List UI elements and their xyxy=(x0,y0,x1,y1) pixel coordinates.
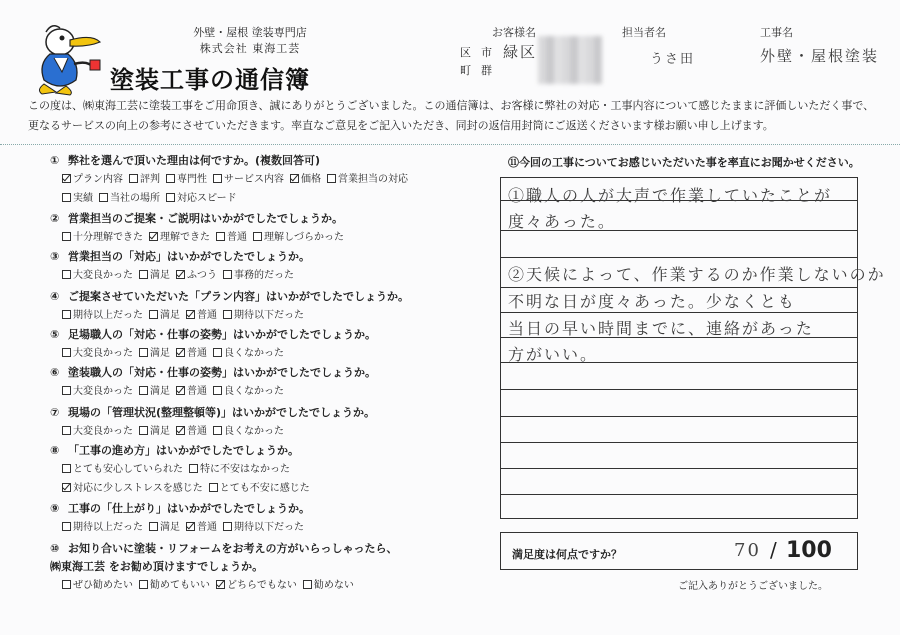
ruled-line xyxy=(500,468,858,469)
option[interactable] xyxy=(290,174,321,185)
question-number: ① xyxy=(50,154,60,167)
checked-checkbox[interactable] xyxy=(290,174,299,183)
option[interactable] xyxy=(216,232,247,243)
intro-text: この度は、㈱東海工芸に塗装工事をご用命頂き、誠にありがとうございました。この通信簿は、お客様に弊社の対応・工事内容について感じたままに評価しいただく事で、更なるサービスの向上の参考にさせていただきます。率直なご意見をご記入いただき、同封の返信用封筒にご返送くださいます様お願い申し上げます。 xyxy=(28,99,875,132)
option[interactable] xyxy=(213,174,284,185)
option[interactable] xyxy=(62,270,133,281)
company-name: 株式会社 東海工芸 xyxy=(199,42,301,55)
option-label: 期待以上だった xyxy=(73,310,143,321)
option-label: サービス内容 xyxy=(224,174,284,185)
option-row xyxy=(62,170,414,185)
option-label: 理解しづらかった xyxy=(264,232,344,243)
option-label: 普通 xyxy=(197,310,217,321)
question-number: ⑨ xyxy=(50,502,60,515)
option-row xyxy=(62,422,290,437)
checkbox[interactable] xyxy=(62,270,71,279)
ruled-line xyxy=(500,494,858,495)
question-number: ② xyxy=(50,212,60,225)
option-label: 普通 xyxy=(187,426,207,437)
question-10 xyxy=(50,540,397,556)
question-number: ④ xyxy=(50,290,60,303)
option-label: 満足 xyxy=(160,522,180,533)
option-label: ぜひ勧めたい xyxy=(73,580,133,591)
checked-checkbox[interactable] xyxy=(62,174,71,183)
option[interactable] xyxy=(166,193,237,204)
option-row xyxy=(62,460,296,475)
question-6 xyxy=(50,364,376,380)
option[interactable] xyxy=(223,270,294,281)
question-text-continued: ㈱東海工芸 をお勧め頂けますでしょうか。 xyxy=(50,560,264,573)
option[interactable] xyxy=(176,426,207,437)
question-7 xyxy=(50,404,375,420)
handwritten-line: 当日の早い時間までに、連絡があった xyxy=(508,319,814,338)
checkbox[interactable] xyxy=(223,310,232,319)
checkbox[interactable] xyxy=(62,464,71,473)
thanks-text: ご記入ありがとうございました。 xyxy=(678,581,828,592)
checkbox[interactable] xyxy=(223,270,232,279)
checked-checkbox[interactable] xyxy=(176,386,185,395)
option-label: 期待以上だった xyxy=(73,522,143,533)
option-label: 大変良かった xyxy=(73,426,133,437)
option[interactable] xyxy=(139,386,170,397)
option[interactable] xyxy=(62,464,183,475)
question-5 xyxy=(50,326,376,342)
checkbox[interactable] xyxy=(327,174,336,183)
duck-mascot-logo xyxy=(30,20,108,96)
handwritten-line: 方がいい。 xyxy=(508,345,599,364)
option[interactable] xyxy=(213,386,284,397)
question-number: ⑦ xyxy=(50,406,60,419)
option[interactable] xyxy=(149,310,180,321)
option[interactable] xyxy=(149,522,180,533)
option[interactable] xyxy=(176,386,207,397)
option-label: 価格 xyxy=(301,174,321,185)
checkbox[interactable] xyxy=(99,193,108,202)
ward-city-label: 区市 xyxy=(460,46,502,59)
checked-checkbox[interactable] xyxy=(176,348,185,357)
option-label: 普通 xyxy=(227,232,247,243)
option[interactable] xyxy=(139,580,210,591)
question-text: お知り合いに塗装・リフォームをお考えの方がいらっしゃったら、 xyxy=(68,542,398,555)
option[interactable] xyxy=(189,464,290,475)
option-label: 大変良かった xyxy=(73,386,133,397)
checked-checkbox[interactable] xyxy=(186,310,195,319)
checked-checkbox[interactable] xyxy=(176,426,185,435)
option[interactable] xyxy=(303,580,354,591)
checkbox[interactable] xyxy=(216,232,225,241)
option-label: どちらでもない xyxy=(227,580,297,591)
option[interactable] xyxy=(223,310,304,321)
redacted-customer-name xyxy=(538,36,602,84)
question-text: 弊社を選んで頂いた理由は何ですか。(複数回答可) xyxy=(68,154,321,167)
option-label: 理解できた xyxy=(160,232,210,243)
checkbox[interactable] xyxy=(166,174,175,183)
ruled-line xyxy=(500,287,858,288)
option[interactable] xyxy=(186,310,217,321)
option-row xyxy=(62,382,290,397)
option-row xyxy=(62,266,300,281)
option[interactable] xyxy=(166,174,207,185)
option-label: 当社の場所 xyxy=(110,193,160,204)
checkbox[interactable] xyxy=(139,426,148,435)
option[interactable] xyxy=(139,426,170,437)
ruled-line xyxy=(500,416,858,417)
option-row xyxy=(62,189,243,204)
option-label: 事務的だった xyxy=(234,270,294,281)
option-label: 実績 xyxy=(73,193,93,204)
checkbox[interactable] xyxy=(62,426,71,435)
option-label: 満足 xyxy=(160,310,180,321)
option-label: 大変良かった xyxy=(73,270,133,281)
option-label: 満足 xyxy=(150,270,170,281)
option[interactable] xyxy=(209,483,310,494)
option-label: 期待以下だった xyxy=(234,522,304,533)
question-text: 「工事の進め方」はいかがでしたでしょうか。 xyxy=(68,444,299,457)
question-text: 営業担当のご提案・ご説明はいかがでしたでしょうか。 xyxy=(68,212,343,225)
option-label: 良くなかった xyxy=(224,426,284,437)
checkbox[interactable] xyxy=(62,310,71,319)
question-1 xyxy=(50,152,320,168)
option-label: 満足 xyxy=(150,348,170,359)
option[interactable] xyxy=(62,483,203,494)
question-text: 足場職人の「対応・仕事の姿勢」はいかがでしたでしょうか。 xyxy=(68,328,376,341)
option-row xyxy=(62,228,350,243)
ruled-line xyxy=(500,312,858,313)
divider xyxy=(0,144,900,145)
question-text: 塗装職人の「対応・仕事の姿勢」はいかがでしたでしょうか。 xyxy=(68,366,376,379)
checkbox[interactable] xyxy=(62,193,71,202)
option-label: とても不安に感じた xyxy=(219,483,310,494)
ruled-line xyxy=(500,442,858,443)
option-label: 満足 xyxy=(150,386,170,397)
checkbox[interactable] xyxy=(166,193,175,202)
checkbox[interactable] xyxy=(213,348,222,357)
option[interactable] xyxy=(139,348,170,359)
checkbox[interactable] xyxy=(62,522,71,531)
option-label: プラン内容 xyxy=(73,174,123,185)
question-number: ⑤ xyxy=(50,328,60,341)
checkbox[interactable] xyxy=(129,174,138,183)
checkbox[interactable] xyxy=(213,174,222,183)
staff-name-label: 担当者名 xyxy=(622,26,666,39)
checkbox[interactable] xyxy=(139,348,148,357)
option-row xyxy=(62,479,316,494)
option-label: 営業担当の対応 xyxy=(338,174,408,185)
score-slash: / xyxy=(770,538,777,562)
option[interactable] xyxy=(62,232,143,243)
option[interactable] xyxy=(62,348,133,359)
option[interactable] xyxy=(149,232,210,243)
checkbox[interactable] xyxy=(213,386,222,395)
option[interactable] xyxy=(129,174,160,185)
checked-checkbox[interactable] xyxy=(62,483,71,492)
checkbox[interactable] xyxy=(62,386,71,395)
question-number: ③ xyxy=(50,250,60,263)
checkbox[interactable] xyxy=(223,522,232,531)
checkbox[interactable] xyxy=(62,232,71,241)
option[interactable] xyxy=(213,348,284,359)
question-number: ⑩ xyxy=(50,542,60,555)
option-label: 良くなかった xyxy=(224,386,284,397)
option[interactable] xyxy=(62,386,133,397)
checkbox[interactable] xyxy=(149,522,158,531)
score-max: 100 xyxy=(786,538,832,563)
option-label: とても安心していられた xyxy=(73,464,183,475)
checkbox[interactable] xyxy=(303,580,312,589)
option-label: 良くなかった xyxy=(224,348,284,359)
checked-checkbox[interactable] xyxy=(176,270,185,279)
checkbox[interactable] xyxy=(62,348,71,357)
town-county-label: 町群 xyxy=(460,64,502,77)
option-label: 普通 xyxy=(187,386,207,397)
option[interactable] xyxy=(176,270,217,281)
option-label: 勧めてもいい xyxy=(150,580,210,591)
ward-value: 緑区 xyxy=(503,43,538,61)
option-row xyxy=(62,518,310,533)
checkbox[interactable] xyxy=(139,580,148,589)
option[interactable] xyxy=(213,426,284,437)
option[interactable] xyxy=(62,310,143,321)
work-name-label: 工事名 xyxy=(760,26,793,39)
question-8 xyxy=(50,442,299,458)
checkbox[interactable] xyxy=(139,386,148,395)
checkbox[interactable] xyxy=(213,426,222,435)
option[interactable] xyxy=(62,193,93,204)
option-label: ふつう xyxy=(187,270,217,281)
option-label: 特に不安はなかった xyxy=(200,464,290,475)
score-value: 70 xyxy=(734,540,761,561)
question-2 xyxy=(50,210,343,226)
option-label: 満足 xyxy=(150,426,170,437)
option[interactable] xyxy=(62,426,133,437)
question-text: 現場の「管理状況(整理整頓等)」はいかがでしたでしょうか。 xyxy=(68,406,376,419)
page-title: 塗装工事の通信簿 xyxy=(110,66,310,94)
ruled-line xyxy=(500,257,858,258)
option-row xyxy=(62,344,290,359)
question-3 xyxy=(50,248,310,264)
score-question: 満足度は何点ですか？ xyxy=(512,548,622,561)
option[interactable] xyxy=(186,522,217,533)
checkbox[interactable] xyxy=(189,464,198,473)
question-9 xyxy=(50,500,310,516)
option[interactable] xyxy=(62,580,133,591)
question-number: ⑥ xyxy=(50,366,60,379)
customer-name-label: お客様名 xyxy=(492,26,536,39)
question-number: ⑧ xyxy=(50,444,60,457)
handwritten-line: 不明な日が度々あった。少なくとも xyxy=(508,292,796,311)
handwritten-line: 度々あった。 xyxy=(508,212,616,231)
option[interactable] xyxy=(62,522,143,533)
option-label: 対応スピード xyxy=(177,193,237,204)
option[interactable] xyxy=(327,174,408,185)
checked-checkbox[interactable] xyxy=(216,580,225,589)
option-label: 十分理解できた xyxy=(73,232,143,243)
option[interactable] xyxy=(139,270,170,281)
question-text: ご提案させていただいた「プラン内容」はいかがでしたでしょうか。 xyxy=(68,290,409,303)
work-name-value: 外壁・屋根塗装 xyxy=(760,47,880,65)
option-label: 評判 xyxy=(140,174,160,185)
checkbox[interactable] xyxy=(209,483,218,492)
option-label: 対応に少しストレスを感じた xyxy=(73,483,203,494)
question-4 xyxy=(50,288,409,304)
option-row xyxy=(62,576,360,591)
option[interactable] xyxy=(176,348,207,359)
checkbox[interactable] xyxy=(253,232,262,241)
option[interactable] xyxy=(99,193,160,204)
option[interactable] xyxy=(216,580,297,591)
handwritten-line: ①職人の人が大声で作業していたことが xyxy=(508,186,833,205)
option[interactable] xyxy=(223,522,304,533)
option-label: 期待以下だった xyxy=(234,310,304,321)
option-row xyxy=(62,306,310,321)
option[interactable] xyxy=(62,174,123,185)
option-label: 大変良かった xyxy=(73,348,133,359)
checkbox[interactable] xyxy=(149,310,158,319)
company-tagline: 外壁・屋根 塗装専門店 xyxy=(193,26,307,39)
checkbox[interactable] xyxy=(62,580,71,589)
option-label: 普通 xyxy=(187,348,207,359)
staff-name-value: うさ田 xyxy=(650,52,696,67)
checkbox[interactable] xyxy=(139,270,148,279)
option-label: 専門性 xyxy=(177,174,207,185)
option-label: 勧めない xyxy=(313,580,354,591)
checked-checkbox[interactable] xyxy=(186,522,195,531)
option[interactable] xyxy=(253,232,344,243)
checked-checkbox[interactable] xyxy=(149,232,158,241)
ruled-line xyxy=(500,389,858,390)
question-text: 工事の「仕上がり」はいかがでしたでしょうか。 xyxy=(68,502,310,515)
question-text: 営業担当の「対応」はいかがでしたでしょうか。 xyxy=(68,250,310,263)
option-label: 普通 xyxy=(197,522,217,533)
handwritten-line: ②天候によって、作業するのか作業しないのか xyxy=(508,265,886,284)
free-comment-question: ⑪今回の工事についてお感じいただいた事を率直にお聞かせください。 xyxy=(508,156,860,169)
